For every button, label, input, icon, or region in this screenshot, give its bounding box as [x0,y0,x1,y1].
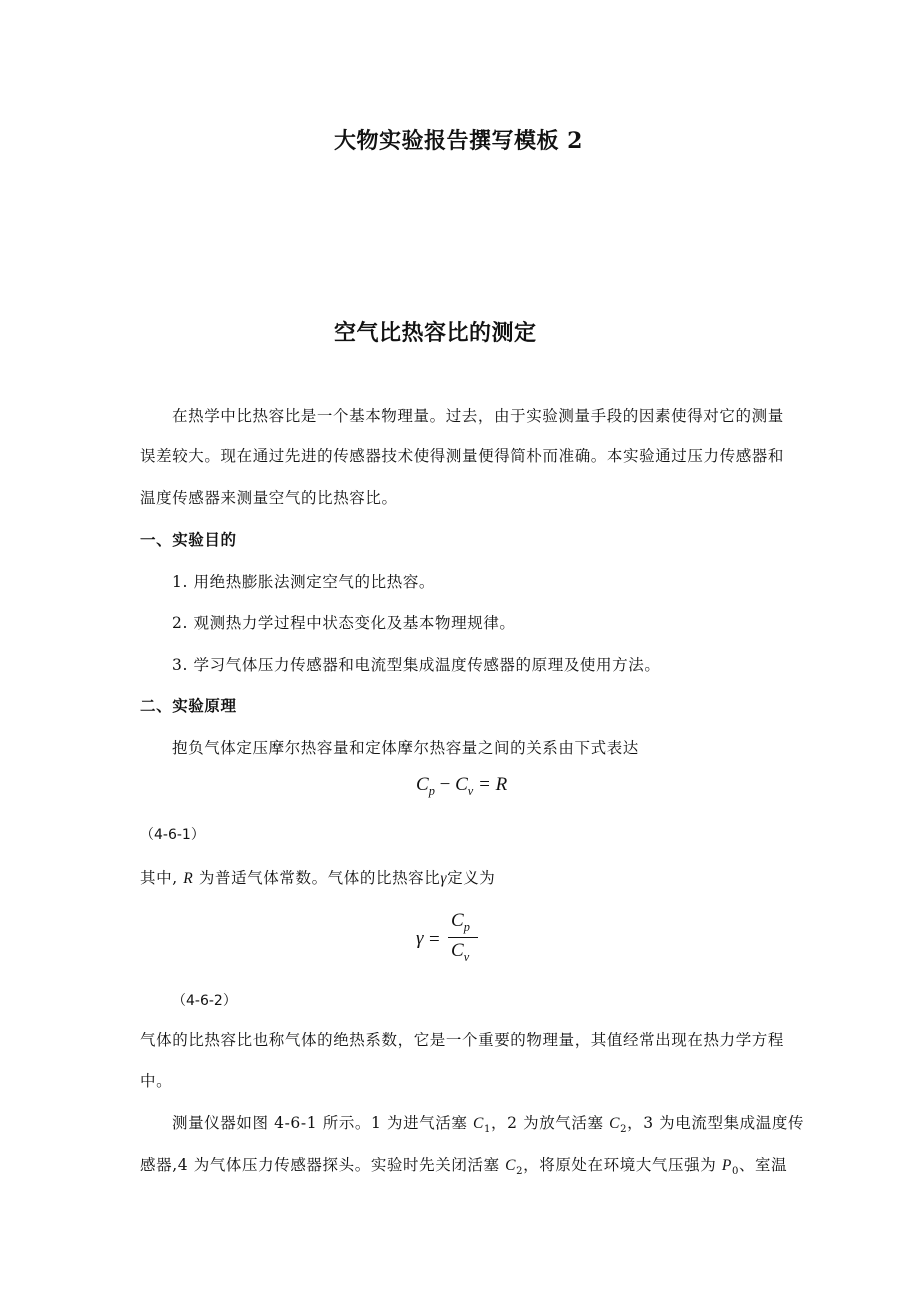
equation-label-4-6-2: （4-6-2） [172,993,237,1009]
equation-4-6-1: $C_p - C_v = R$ [416,774,508,798]
section1-heading: 一、实验目的 [140,530,237,549]
intro-line-2: 误差较大。现在通过先进的传感器技术使得测量便得简朴而准确。本实验通过压力传感器和 [140,447,785,465]
section1-item-1: 1. 用绝热膨胀法测定空气的比热容。 [172,573,436,591]
section2-paragraph-1: 抱负气体定压摩尔热容量和定体摩尔热容量之间的关系由下式表达 [172,739,639,757]
equation-4-6-2: γ = $C_p$ $C_v$ [416,910,486,970]
section2-paragraph-4-line-1: 测量仪器如图 4-6-1 所示。1 为进气活塞 $C_1$，2 为放气活塞 $C_2$，3 为电流型集成温度传 [172,1114,805,1136]
equation-label-4-6-1: （4-6-1） [140,827,205,843]
document-title: 大物实验报告撰写模板 2 [334,128,583,154]
section2-paragraph-4-line-2: 感器,4 为气体压力传感器探头。实验时先关闭活塞 $C_2$，将原处在环境大气压强为 $P_0$、室温 [140,1156,788,1178]
section2-paragraph-3-line-1: 气体的比热容比也称气体的绝热系数，它是一个重要的物理量，其值经常出现在热力学方程 [140,1031,785,1049]
report-title: 空气比热容比的测定 [334,320,537,346]
fraction-bar [448,937,478,938]
intro-line-3: 温度传感器来测量空气的比热容比。 [140,489,398,507]
section2-paragraph-3-line-2: 中。 [140,1072,173,1090]
section2-heading: 二、实验原理 [140,696,237,715]
section1-item-2: 2. 观测热力学过程中状态变化及基本物理规律。 [172,614,516,632]
intro-line-1: 在热学中比热容比是一个基本物理量。过去，由于实验测量手段的因素使得对它的测量 [172,407,784,425]
section1-item-3: 3. 学习气体压力传感器和电流型集成温度传感器的原理及使用方法。 [172,656,661,674]
section2-paragraph-2: 其中, R 为普适气体常数。气体的比热容比γ定义为 [140,869,496,887]
